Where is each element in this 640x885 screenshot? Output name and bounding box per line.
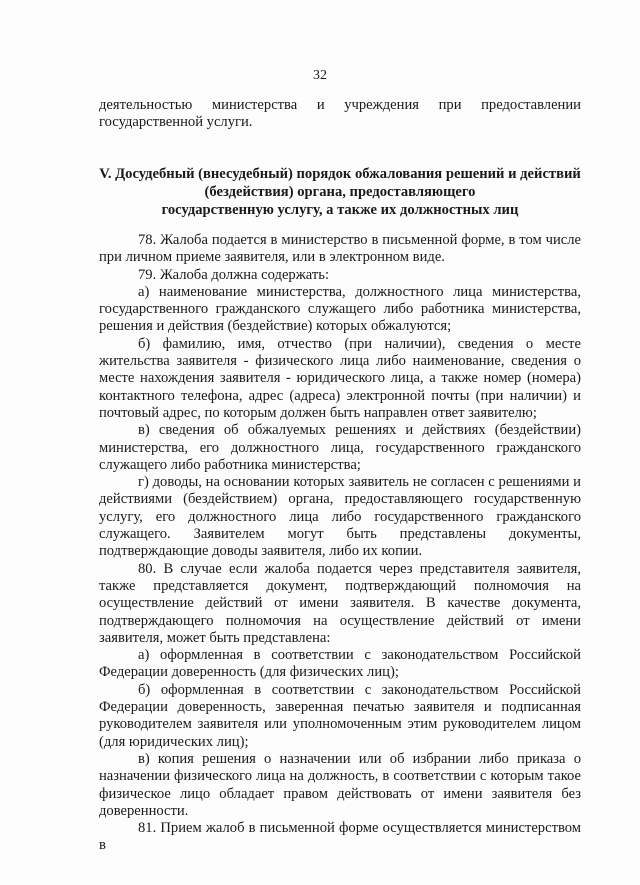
paragraph-80: 80. В случае если жалоба подается через представителя заявителя, также представляется документ, подтверждающий полномочия на осуществление действий от имени заявителя. В качестве документа, подтверждающего полномочия на осуществление действий от имени заявителя, может быть представлена: [99, 560, 581, 646]
section-heading [99, 166, 581, 219]
paragraph-79-g: г) доводы, на основании которых заявитель не согласен с решениями и действиями (бездействием) органа, предоставляющего государственную услугу, его должностного лица либо государственного гражданского служащего. Заявителем могут быть представлены документы, подтверждающие доводы заявителя, либо их копии. [99, 474, 581, 560]
continuation-paragraph: деятельностью министерства и учреждения при предоставлении государственной услуги. [99, 97, 581, 131]
paragraph-79-b: б) фамилию, имя, отчество (при наличии), сведения о месте жительства заявителя - физического лица либо наименование, сведения о месте нахождения заявителя - юридического лица, а также номер (номера) контактного телефона, адрес (адреса) электронной почты (при наличии) и почтовый адрес, по которым должен быть направлен ответ заявителю; [99, 335, 581, 421]
paragraph-80-a: а) оформленная в соответствии с законодательством Российской Федерации доверенность (для физических лиц); [99, 647, 581, 681]
paragraph-79: 79. Жалоба должна содержать: [138, 266, 329, 283]
section-title-line-1: V. Досудебный (внесудебный) порядок обжалования решений и действий [99, 166, 581, 182]
paragraph-81: 81. Прием жалоб в письменной форме осуществляется министерством в [99, 820, 581, 854]
continuation-block [99, 97, 581, 132]
paragraph-78: 78. Жалоба подается в министерство в письменной форме, в том числе при личном приеме заявителя, или в электронном виде. [99, 232, 581, 266]
section-body [99, 232, 581, 855]
section-title-line-2: (бездействия) органа, предоставляющего [204, 183, 476, 200]
paragraph-79-v: в) сведения об обжалуемых решениях и действиях (бездействии) министерства, его должностного лица, государственного гражданского служащего либо работника министерства; [99, 422, 581, 473]
paragraph-80-b: б) оформленная в соответствии с законодательством Российской Федерации доверенность, заверенная печатью заявителя и подписанная руководителем заявителя или уполномоченным этим руководителем лицом (для юридических лиц); [99, 681, 581, 750]
paragraph-79-a: а) наименование министерства, должностного лица министерства, государственного гражданского служащего либо работника министерства, решения и действия (бездействие) которых обжалуются; [99, 283, 581, 335]
page-number: 32 [313, 68, 327, 83]
section-title-line-3: государственную услугу, а также их должностных лиц [161, 201, 519, 218]
paragraph-80-v: в) копия решения о назначении или об избрании либо приказа о назначении физического лица на должность, в соответствии с которым такое физическое лицо обладает правом действовать от имени заявителя без доверенности. [99, 750, 581, 819]
